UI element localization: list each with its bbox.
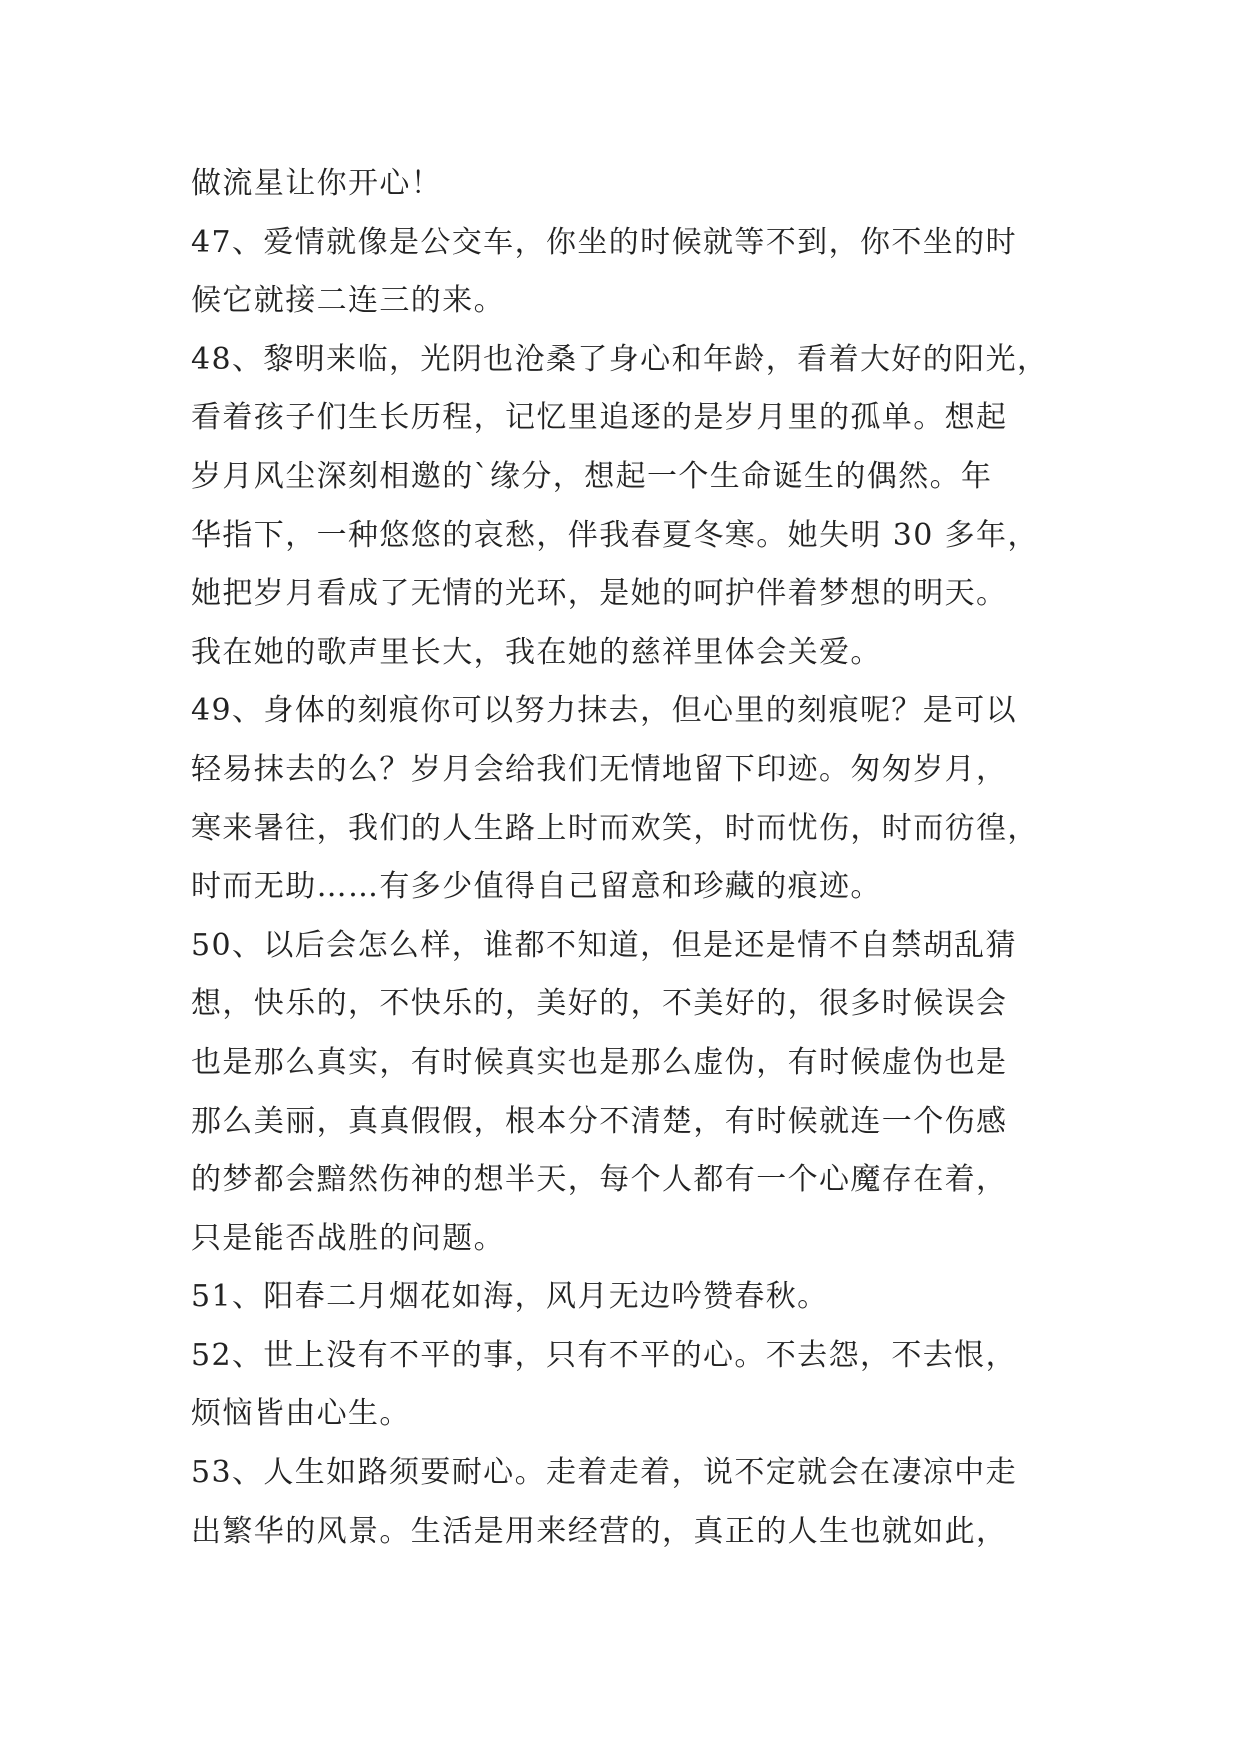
text-line: 我在她的歌声里长大，我在她的慈祥里体会关爱。 [191, 634, 882, 670]
text-line: 做流星让你开心！ [191, 166, 443, 201]
text-line: 寒来暑往，我们的人生路上时而欢笑，时而忧伤，时而彷徨， [191, 810, 1039, 846]
text-line: 48、黎明来临，光阴也沧桑了身心和年龄，看着大好的阳光， [191, 341, 1049, 377]
text-line: 华指下，一种悠悠的哀愁，伴我春夏冬寒。她失明 30 多年， [191, 517, 1039, 553]
text-line: 岁月风尘深刻相邀的`缘分，想起一个生命诞生的偶然。年 [191, 458, 993, 494]
text-line: 的梦都会黯然伤神的想半天，每个人都有一个心魔存在着， [191, 1162, 1008, 1198]
text-line: 候它就接二连三的来。 [191, 283, 505, 319]
text-line: 出繁华的风景。生活是用来经营的，真正的人生也就如此， [191, 1513, 1008, 1549]
document-body [191, 155, 1071, 1561]
text-line: 47、爱情就像是公交车，你坐的时候就等不到，你不坐的时 [191, 224, 1017, 260]
text-line: 也是那么真实，有时候真实也是那么虚伪，有时候虚伪也是 [191, 1044, 1008, 1080]
text-line: 50、以后会怎么样，谁都不知道，但是还是情不自禁胡乱猜 [191, 927, 1017, 963]
text-line: 49、身体的刻痕你可以努力抹去，但心里的刻痕呢？是可以 [191, 693, 1017, 729]
text-line: 52、世上没有不平的事，只有不平的心。不去怨，不去恨， [191, 1337, 1017, 1373]
text-line: 时而无助……有多少值得自己留意和珍藏的痕迹。 [191, 869, 882, 905]
text-line: 53、人生如路须要耐心。走着走着，说不定就会在凄凉中走 [191, 1455, 1017, 1491]
text-line: 想，快乐的，不快乐的，美好的，不美好的，很多时候误会 [191, 986, 1008, 1022]
text-line: 只是能否战胜的问题。 [191, 1220, 505, 1256]
text-line: 看着孩子们生长历程，记忆里追逐的是岁月里的孤单。想起 [191, 400, 1008, 436]
text-line: 烦恼皆由心生。 [191, 1396, 411, 1432]
text-line: 那么美丽，真真假假，根本分不清楚，有时候就连一个伤感 [191, 1103, 1008, 1139]
text-line: 她把岁月看成了无情的光环，是她的呵护伴着梦想的明天。 [191, 576, 1008, 612]
text-line: 51、阳春二月烟花如海，风月无边吟赞春秋。 [191, 1279, 829, 1315]
text-line: 轻易抹去的么？岁月会给我们无情地留下印迹。匆匆岁月， [191, 751, 1008, 787]
